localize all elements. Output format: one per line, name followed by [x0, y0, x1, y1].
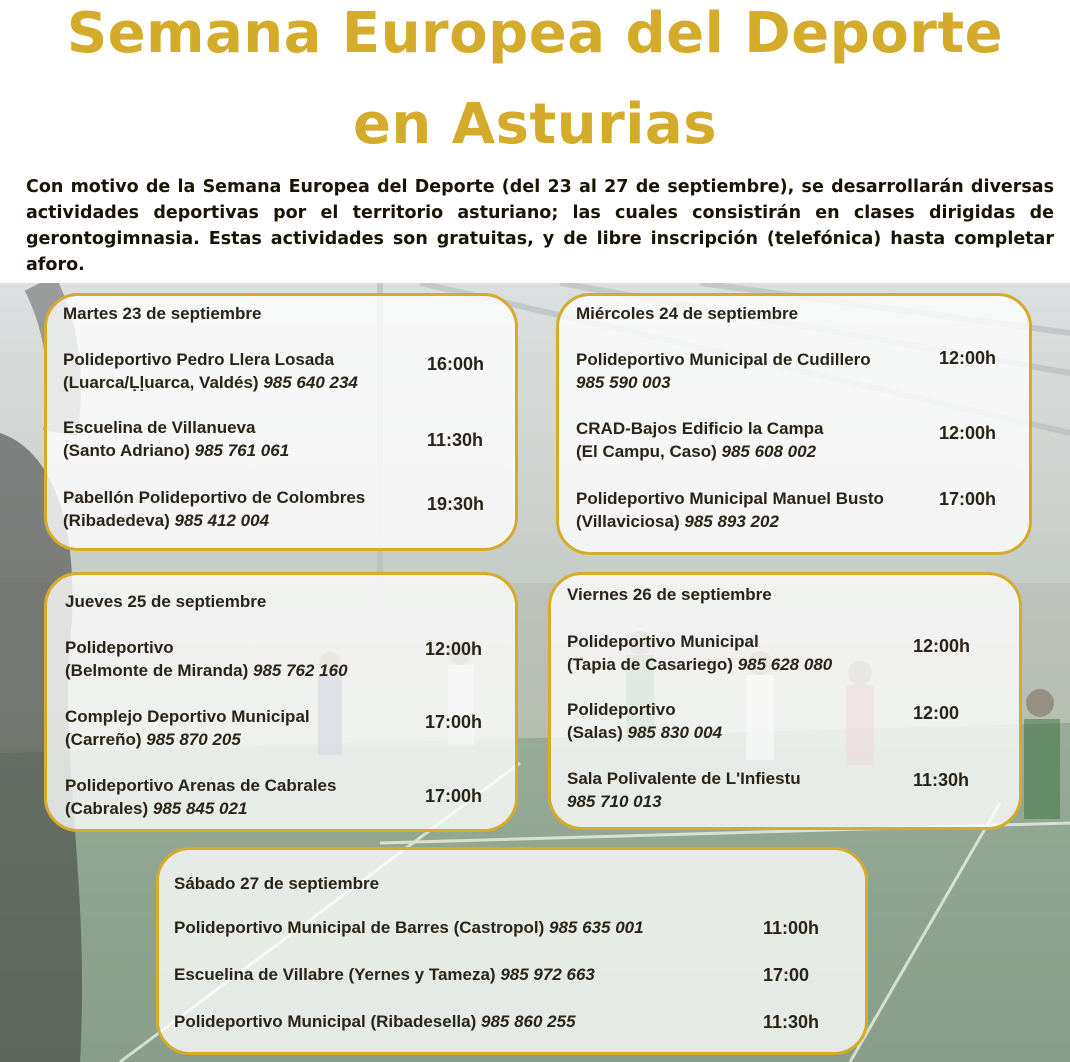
venue-place: (Ribadedeva) [63, 511, 170, 530]
activity-location [567, 698, 722, 744]
day-card-tuesday [44, 293, 518, 551]
phone-number: 985 762 160 [252, 661, 348, 680]
activity-time: 12:00h [913, 636, 971, 656]
day-heading: Sábado 27 de septiembre [174, 874, 380, 893]
activity-time: 11:30h [427, 430, 484, 450]
venue-name: Pabellón Polideportivo de Colombres [63, 488, 366, 507]
activity-time: 12:00 [913, 703, 960, 723]
venue-place: (Villaviciosa) [576, 512, 680, 531]
activity-time: 17:00h [425, 712, 483, 732]
day-card-thursday [44, 572, 518, 832]
phone-number: 985 640 234 [263, 373, 358, 392]
activity-location [174, 963, 595, 986]
page-title-line2: en Asturias [352, 92, 718, 157]
intro-paragraph [26, 174, 1054, 278]
phone-number: 985 412 004 [174, 511, 270, 530]
venue-name: Sala Polivalente de L'Infiestu [567, 769, 801, 788]
intro-line: gerontogimnasia. Estas actividades son gratuitas, y de libre inscripción (telefónica) hasta completar aforo. [26, 229, 1054, 275]
phone-number: 985 710 013 [567, 792, 662, 811]
activity-location [174, 1010, 576, 1033]
phone-number: 985 972 663 [500, 965, 595, 984]
venue-name: Polideportivo Municipal (Ribadesella) [174, 1012, 477, 1031]
activity-time: 16:00h [427, 354, 485, 374]
activity-time: 11:30h [763, 1012, 820, 1032]
day-card-friday [548, 572, 1022, 830]
intro-line: Con motivo de la Semana Europea del Deporte (del 23 al 27 de septiembre), se desarrollarán diversas [26, 177, 1054, 197]
day-heading: Martes 23 de septiembre [63, 304, 262, 323]
activity-location [63, 348, 358, 394]
venue-place: (Salas) [567, 723, 623, 742]
day-heading: Jueves 25 de septiembre [65, 592, 267, 611]
activity-location [567, 630, 832, 676]
phone-number: 985 608 002 [721, 442, 817, 461]
page-title: Semana Europea del Deporte [66, 1, 1004, 66]
activity-time: 17:00h [939, 489, 997, 509]
activity-location [63, 416, 289, 462]
day-card-saturday [156, 847, 868, 1055]
activity-location [576, 348, 871, 394]
phone-number: 985 628 080 [737, 655, 833, 674]
venue-place: (Cabrales) [65, 799, 149, 818]
venue-name: Polideportivo Municipal de Barres (Castropol) [174, 918, 545, 937]
activity-location [65, 705, 310, 751]
venue-name: Polideportivo [65, 638, 174, 657]
venue-place: (Carreño) [65, 730, 142, 749]
phone-number: 985 860 255 [481, 1012, 576, 1031]
venue-name: Polideportivo Arenas de Cabrales [65, 776, 337, 795]
phone-number: 985 870 205 [146, 730, 241, 749]
activity-location [65, 636, 348, 682]
venue-place: (Tapia de Casariego) [567, 655, 733, 674]
activity-location [174, 916, 644, 939]
intro-line: actividades deportivas por el territorio asturiano; las cuales consistirán en clases dirigidas de [26, 203, 1054, 223]
venue-name: Escuelina de Villanueva [63, 418, 256, 437]
venue-name: Complejo Deportivo Municipal [65, 707, 310, 726]
venue-name: Polideportivo Municipal Manuel Busto [576, 489, 884, 508]
activity-time: 12:00h [939, 348, 997, 368]
phone-number: 985 893 202 [684, 512, 779, 531]
phone-number: 985 845 021 [152, 799, 248, 818]
activity-time: 11:30h [913, 770, 970, 790]
venue-name: CRAD-Bajos Edificio la Campa [576, 419, 824, 438]
activity-time: 12:00h [425, 639, 483, 659]
day-heading: Viernes 26 de septiembre [567, 585, 772, 604]
venue-place: (Belmonte de Miranda) [65, 661, 249, 680]
venue-name: Polideportivo Municipal de Cudillero [576, 350, 871, 369]
activity-location [65, 774, 336, 820]
venue-name: Escuelina de Villabre (Yernes y Tameza) [174, 965, 496, 984]
venue-place: (Luarca/Ḷḷuarca, Valdés) [63, 373, 259, 392]
phone-number: 985 830 004 [627, 723, 723, 742]
activity-time: 12:00h [939, 423, 997, 443]
activity-time: 17:00 [763, 965, 810, 985]
activity-time: 19:30h [427, 494, 485, 514]
activity-location [567, 767, 801, 813]
day-heading: Miércoles 24 de septiembre [576, 304, 799, 323]
day-card-wednesday [556, 293, 1032, 555]
activity-time: 17:00h [425, 786, 483, 806]
activity-location [576, 487, 884, 533]
venue-name: Polideportivo Pedro Llera Losada [63, 350, 335, 369]
venue-name: Polideportivo Municipal [567, 632, 759, 651]
activity-location [63, 486, 365, 532]
activity-time: 11:00h [763, 918, 820, 938]
venue-name: Polideportivo [567, 700, 676, 719]
phone-number: 985 590 003 [576, 373, 671, 392]
venue-place: (El Campu, Caso) [576, 442, 717, 461]
activity-location [576, 417, 824, 463]
venue-place: (Santo Adriano) [63, 441, 190, 460]
phone-number: 985 761 061 [194, 441, 290, 460]
phone-number: 985 635 001 [549, 918, 644, 937]
